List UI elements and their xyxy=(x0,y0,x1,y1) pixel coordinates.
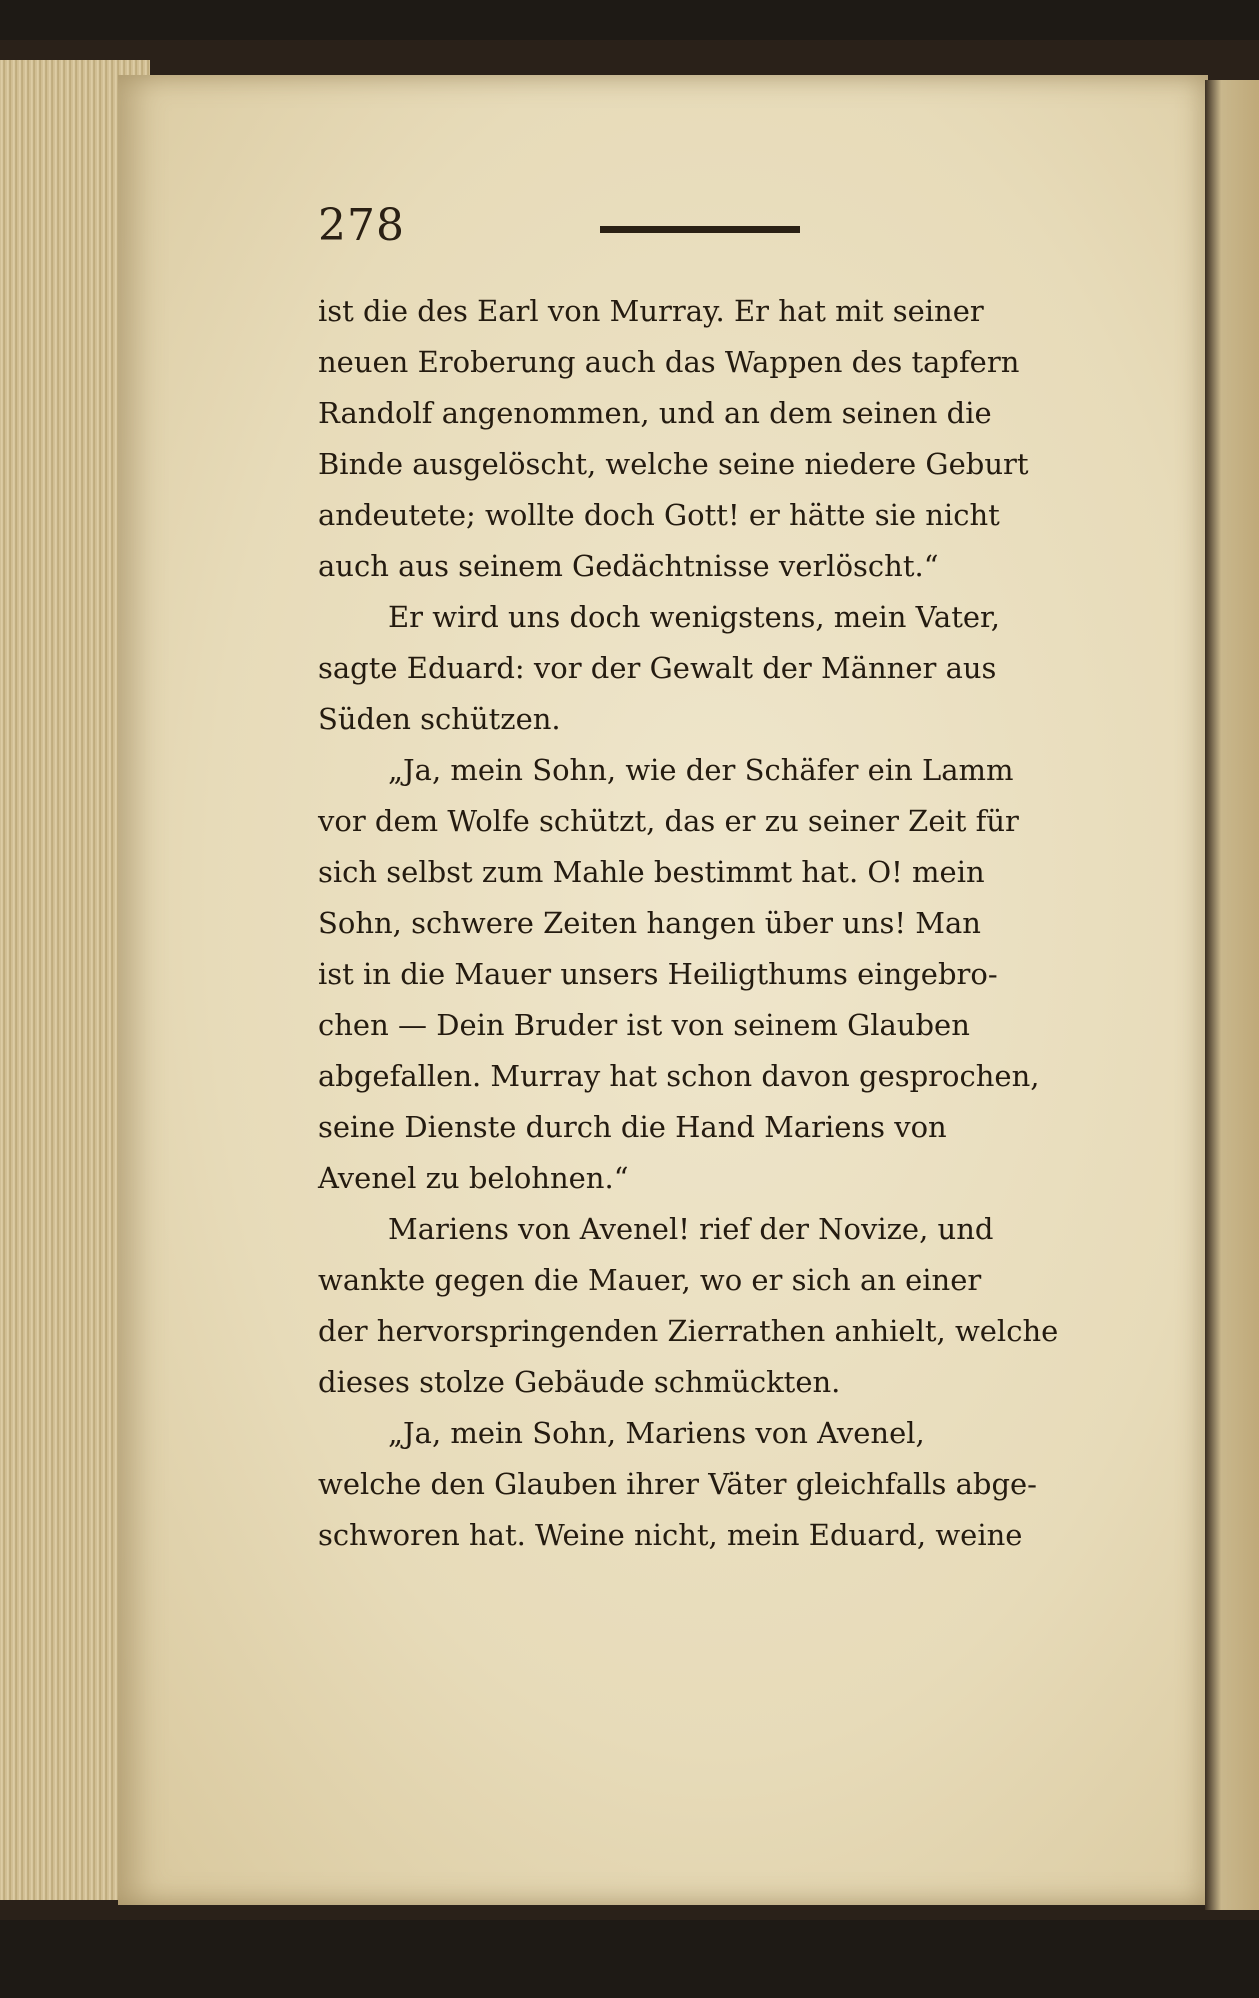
text-line: Randolf angenommen, und an dem seinen die xyxy=(318,396,992,430)
page-number: 278 xyxy=(318,200,405,251)
text-line: Sohn, schwere Zeiten hangen über uns! Man xyxy=(318,906,981,940)
page-header xyxy=(318,200,818,260)
text-line: welche den Glauben ihrer Väter gleichfalls abge- xyxy=(318,1467,1037,1501)
header-rule xyxy=(600,226,800,233)
facing-page-edge xyxy=(1205,80,1259,1910)
text-line: Süden schützen. xyxy=(318,702,561,736)
text-line: neuen Eroberung auch das Wappen des tapfern xyxy=(318,345,1020,379)
text-line: Mariens von Avenel! rief der Novize, und xyxy=(388,1212,994,1246)
text-line: ist in die Mauer unsers Heiligthums eingebro- xyxy=(318,957,998,991)
text-line: Avenel zu belohnen.“ xyxy=(318,1161,629,1195)
text-line: ist die des Earl von Murray. Er hat mit seiner xyxy=(318,294,984,328)
text-line: vor dem Wolfe schützt, das er zu seiner Zeit für xyxy=(318,804,1019,838)
text-line: Er wird uns doch wenigstens, mein Vater, xyxy=(388,600,1000,634)
text-line: abgefallen. Murray hat schon davon gesprochen, xyxy=(318,1059,1040,1093)
text-line: sagte Eduard: vor der Gewalt der Männer aus xyxy=(318,651,997,685)
text-line: „Ja, mein Sohn, Mariens von Avenel, xyxy=(388,1416,925,1450)
text-line: seine Dienste durch die Hand Mariens von xyxy=(318,1110,947,1144)
text-line: wankte gegen die Mauer, wo er sich an einer xyxy=(318,1263,982,1297)
text-line: auch aus seinem Gedächtnisse verlöscht.“ xyxy=(318,549,939,583)
text-line: andeutete; wollte doch Gott! er hätte sie nicht xyxy=(318,498,1000,532)
body-text xyxy=(318,286,1078,1561)
text-line: dieses stolze Gebäude schmückten. xyxy=(318,1365,841,1399)
text-line: schworen hat. Weine nicht, mein Eduard, weine xyxy=(318,1518,1023,1552)
text-line: chen — Dein Bruder ist von seinem Glauben xyxy=(318,1008,970,1042)
text-line: „Ja, mein Sohn, wie der Schäfer ein Lamm xyxy=(388,753,1014,787)
text-line: Binde ausgelöscht, welche seine niedere Geburt xyxy=(318,447,1029,481)
text-line: sich selbst zum Mahle bestimmt hat. O! mein xyxy=(318,855,985,889)
text-line: der hervorspringenden Zierrathen anhielt, welche xyxy=(318,1314,1059,1348)
